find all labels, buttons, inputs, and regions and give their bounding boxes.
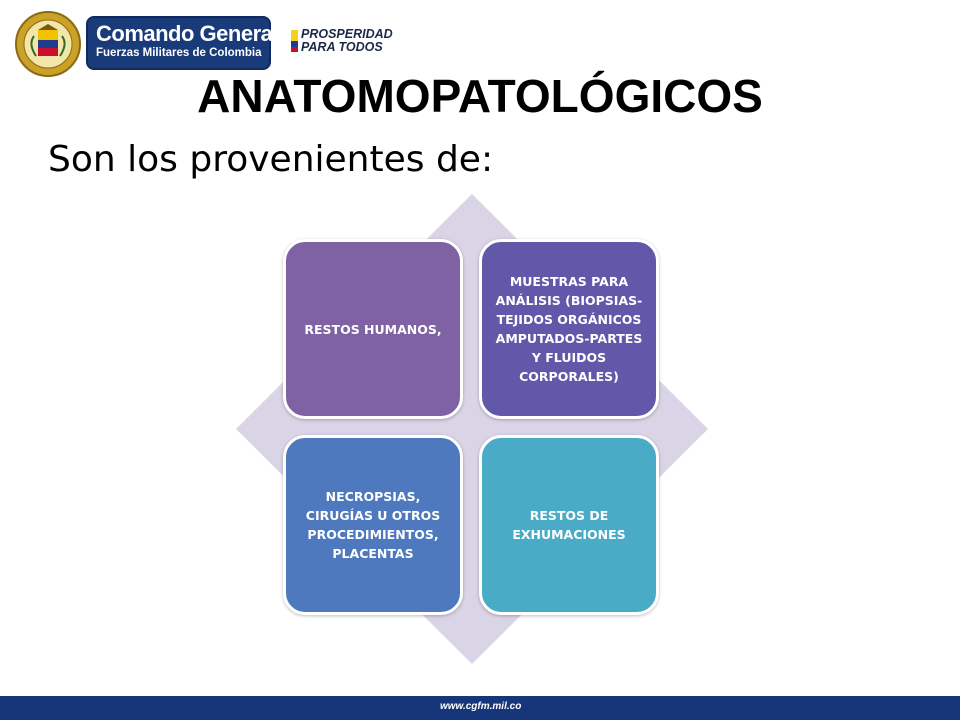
logo-subtitle: Fuerzas Militares de Colombia <box>96 47 262 59</box>
footer-url[interactable]: www.cgfm.mil.co <box>440 701 522 712</box>
page-subtitle: Son los provenientes de: <box>48 139 494 180</box>
diagram-box-label: RESTOS HUMANOS, <box>304 321 442 337</box>
diagram-box-label: NECROPSIAS, CIRUGÍAS U OTROS PROCEDIMIENTOS, PLACENTAS <box>305 489 441 561</box>
diagram-box-muestras <box>479 239 659 419</box>
matrix-diagram <box>236 194 708 664</box>
diagram-box-restos-humanos <box>283 239 463 419</box>
diagram-box-label: RESTOS DE EXHUMACIONES <box>512 508 626 542</box>
diagram-box-necropsias <box>283 435 463 615</box>
logo-title: Comando General <box>96 21 278 46</box>
page-title: ANATOMOPATOLÓGICOS <box>197 70 763 122</box>
diagram-box-label: MUESTRAS PARA ANÁLISIS (BIOPSIAS-TEJIDOS ORGÁNICOS AMPUTADOS-PARTES Y FLUIDOS CORPORALES) <box>495 274 643 384</box>
prosperidad-logo <box>291 28 401 56</box>
comando-general-logo <box>86 16 278 70</box>
prosperidad-line2: PARA TODOS <box>301 40 383 54</box>
colombia-flag-icon <box>291 30 298 52</box>
footer-bar <box>0 696 960 720</box>
diagram-box-exhumaciones <box>479 435 659 615</box>
prosperidad-line1: PROSPERIDAD <box>301 27 393 41</box>
